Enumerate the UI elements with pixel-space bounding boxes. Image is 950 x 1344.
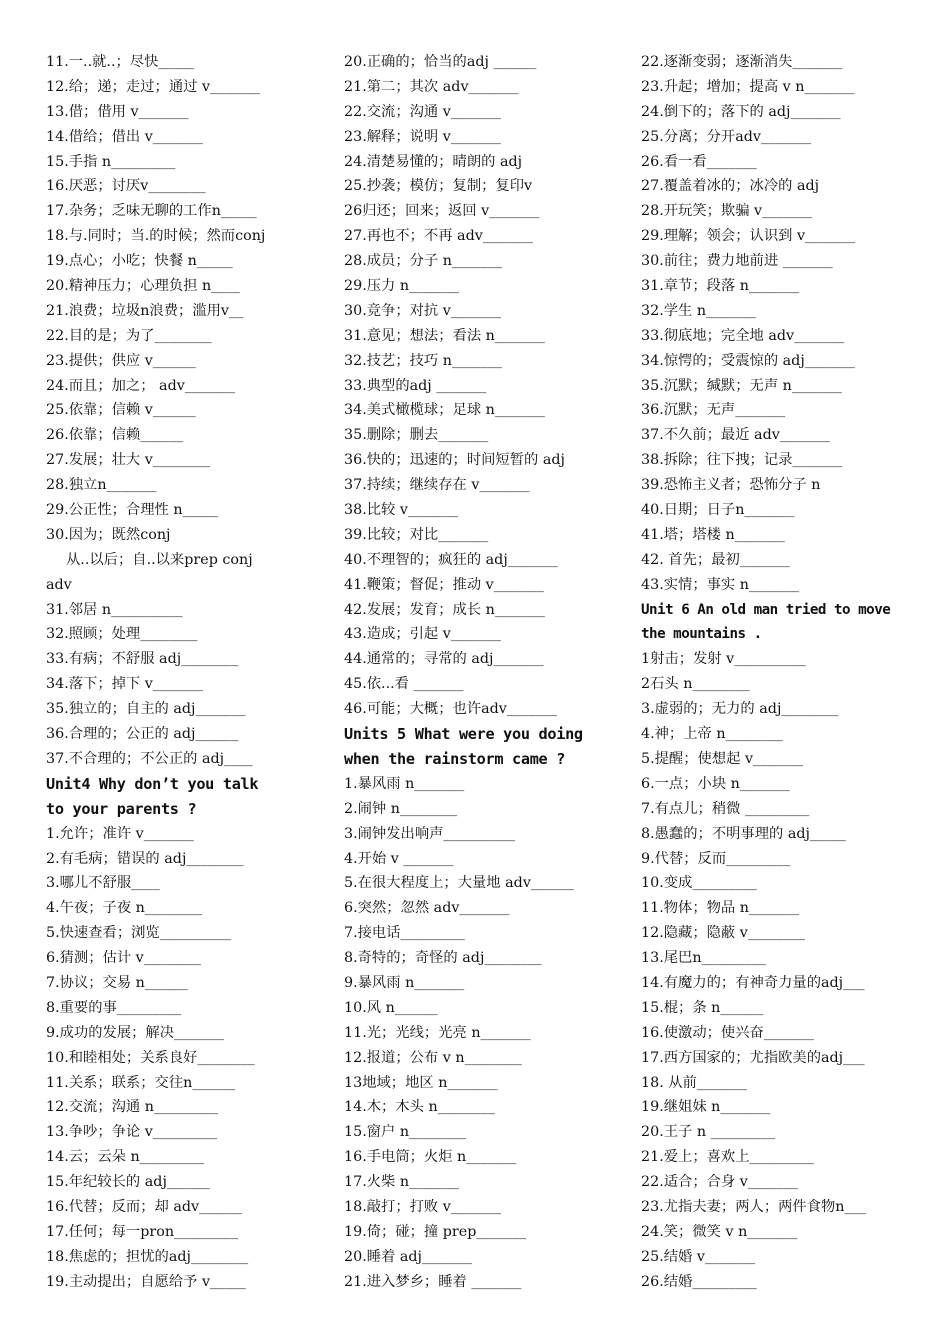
vocab-entry: 16.厌恶；讨厌v________ [46,178,206,195]
vocab-entry: 21.第二；其次 adv_______ [344,78,519,95]
vocab-entry: 29.压力 n_______ [344,278,460,295]
vocab-entry: 2.闹钟 n________ [344,800,458,817]
vocab-entry: 32.照顾；处理________ [46,626,198,643]
vocab-entry: 14.云；云朵 n_________ [46,1149,205,1166]
vocab-entry: 26.结婚_________ [641,1273,757,1290]
vocab-entry: 6.一点；小块 n_______ [641,775,790,792]
vocab-entry: 23.升起；增加；提高 v n_______ [641,78,855,95]
vocab-entry: 20.正确的；恰当的adj ______ [344,54,537,70]
vocab-entry: 21.爱上；喜欢上_________ [641,1149,814,1166]
vocab-entry: 12.给；递；走过；通过 v_______ [46,78,261,95]
vocab-entry: 17.西方国家的；尤指欧美的adj___ [641,1049,865,1066]
vocab-entry: 34.惊愕的；受震惊的 adj_______ [641,352,855,369]
vocab-entry: 33.典型的adj _______ [344,377,487,394]
vocab-entry: 25.依靠；信赖 v______ [46,402,196,419]
vocab-entry: 22.适合；合身 v_______ [641,1174,798,1191]
vocab-entry: 8.奇特的；奇怪的 adj________ [344,950,542,967]
vocab-entry: 12.报道；公布 v n________ [344,1049,522,1066]
vocab-entry: 43.造成；引起 v_______ [344,626,501,643]
vocab-entry: 46.可能；大概；也许adv_______ [344,701,557,718]
vocab-entry: 37.持续；继续存在 v_______ [344,477,530,494]
vocab-entry: 15.棍；条 n______ [641,999,764,1016]
vocab-entry: 31.意见；想法；看法 n_______ [344,327,545,344]
vocab-entry: 38.拆除；往下拽；记录_______ [641,452,843,469]
vocab-entry: 3.闹钟发出响声__________ [344,825,515,842]
vocab-entry: 11.一..就..；尽快_____ [46,54,195,70]
vocab-entry: 44.通常的；寻常的 adj_______ [344,651,544,668]
vocab-entry: 20.精神压力；心理负担 n____ [46,278,240,295]
vocab-entry: 36.沉默；无声_______ [641,402,786,419]
vocab-entry: 16.使激动；使兴奋_______ [641,1024,814,1041]
vocab-entry: 7.协议；交易 n______ [46,974,188,991]
vocab-entry: 45.依...看 _______ [344,676,464,693]
vocab-entry: 14.有魔力的；有神奇力量的adj___ [641,974,865,991]
vocab-entry: 15.年纪较长的 adj______ [46,1174,210,1191]
vocab-entry: 6.突然；忽然 adv_______ [344,900,510,917]
vocab-entry: 23.提供；供应 v______ [46,352,196,369]
vocab-entry: 1.暴风雨 n_______ [344,775,465,792]
unit-heading: Unit 6 An old man tried to move [641,601,891,618]
vocab-entry: 9.暴风雨 n_______ [344,974,465,991]
vocab-entry: 36.快的；迅速的；时间短暂的 adj [344,452,565,469]
vocab-entry: 16.代替；反而；却 adv______ [46,1198,243,1215]
vocab-entry: 32.技艺；技巧 n_______ [344,352,503,369]
vocab-entry: 40.不理智的；疯狂的 adj_______ [344,551,558,568]
vocab-entry: 33.彻底地；完全地 adv_______ [641,327,845,344]
vocab-entry: 12.隐藏；隐蔽 v________ [641,925,806,942]
vocab-entry: 14.木；木头 n________ [344,1099,495,1116]
vocab-entry: 35.删除；删去_______ [344,427,489,444]
vocab-entry: 17.任何；每一pron_________ [46,1223,239,1240]
column-1 [46,50,318,1295]
vocab-entry: 30.前往；费力地前进 _______ [641,253,833,270]
vocab-entry: 19.主动提出；自愿给予 v_____ [46,1273,246,1290]
vocab-entry: 20.睡着 adj_______ [344,1248,473,1265]
vocab-entry: 18.敲打；打败 v_______ [344,1198,501,1215]
unit-heading: Units 5 What were you doing [344,725,583,744]
vocab-entry: 30.竞争；对抗 v_______ [344,302,501,319]
vocab-entry: adv [46,576,72,593]
vocab-entry: 39.比较；对比_______ [344,526,489,543]
vocab-entry: 2.有毛病；错误的 adj________ [46,850,244,867]
vocab-entry: 22.交流；沟通 v_______ [344,103,501,120]
vocab-entry: 11.物体；物品 n_______ [641,900,800,917]
vocab-entry: 38.比较 v_______ [344,502,458,519]
vocab-entry: 4.神；上帝 n________ [641,726,783,743]
vocab-entry: 10.和睦相处；关系良好________ [46,1049,255,1066]
vocab-entry: 20.王子 n _________ [641,1124,775,1141]
vocab-entry: 11.光；光线；光亮 n_______ [344,1024,531,1041]
vocab-entry: 35.沉默；缄默；无声 n_______ [641,377,842,394]
vocab-entry: 19.点心；小吃；快餐 n_____ [46,253,233,270]
vocab-entry: 2石头 n________ [641,676,750,693]
vocab-entry: 15.窗户 n________ [344,1124,467,1141]
column-3 [641,50,913,1295]
vocab-entry: 5.提醒；使想起 v_______ [641,750,804,767]
vocab-entry: 31.章节；段落 n_______ [641,278,800,295]
vocab-entry: 28.成员；分子 n_______ [344,253,503,270]
vocab-entry: 4.午夜；子夜 n________ [46,900,203,917]
vocab-entry: 28.独立n_______ [46,477,157,494]
vocab-entry: 14.借给；借出 v_______ [46,128,203,145]
vocab-entry: 41.鞭策；督促；推动 v_______ [344,576,544,593]
vocab-entry: 18. 从前_______ [641,1074,747,1091]
vocab-entry: 40.日期；日子n_______ [641,502,795,519]
vocab-entry: 5.快速查看；浏览__________ [46,925,232,942]
vocab-entry: 27.再也不；不再 adv_______ [344,228,533,245]
vocab-entry: 21.浪费；垃圾n浪费；滥用v__ [46,302,244,319]
vocab-entry: 37.不久前；最近 adv_______ [641,427,830,444]
vocab-entry: 33.有病；不舒服 adj________ [46,651,239,668]
vocab-entry: 34.美式橄榄球；足球 n_______ [344,402,545,419]
vocab-entry: 24.倒下的；落下的 adj_______ [641,103,841,120]
vocab-entry: 6.猜测；估计 v________ [46,950,201,967]
vocab-entry: 42. 首先；最初_______ [641,551,790,568]
vocab-entry: 9.成功的发展；解决_______ [46,1024,225,1041]
vocab-entry: 36.合理的；公正的 adj______ [46,726,239,743]
vocab-entry: 5.在很大程度上；大量地 adv______ [344,875,574,892]
vocab-entry: 13.借；借用 v_______ [46,103,189,120]
vocab-entry: 18.与.同时；当.的时候；然而conj [46,228,266,245]
vocab-entry: 8.重要的事_________ [46,999,182,1016]
vocab-entry: 4.开始 v _______ [344,850,454,867]
vocab-entry: 22.逐渐变弱；逐渐消失_______ [641,54,843,70]
vocab-entry: 34.落下；掉下 v_______ [46,676,203,693]
vocab-entry: 30.因为；既然conj [46,526,171,543]
vocab-entry: 23.尤指夫妻；两人；两件食物n___ [641,1198,866,1215]
vocab-entry: 19.继姐妹 n_______ [641,1099,771,1116]
vocab-entry: 24.而且；加之； adv_______ [46,377,235,394]
vocab-entry: 8.愚蠢的；不明事理的 adj_____ [641,825,846,842]
vocab-entry: 24.清楚易懂的；晴朗的 adj [344,153,523,170]
unit-heading: when the rainstorm came ? [344,749,566,768]
vocab-entry: 21.进入梦乡；睡着 _______ [344,1273,522,1290]
vocab-entry: 17.火柴 n_______ [344,1174,460,1191]
vocab-entry: 7.有点儿；稍微 _________ [641,800,810,817]
vocab-entry: 13.争吵；争论 v_________ [46,1124,218,1141]
vocab-entry: 37.不合理的；不公正的 adj____ [46,750,253,767]
vocab-entry: 从..以后；自..以来prep conj [66,551,253,568]
vocab-entry: 26.依靠；信赖______ [46,427,184,444]
vocab-entry: 3.哪儿不舒服____ [46,875,160,892]
vocab-entry: 41.塔；塔楼 n_______ [641,526,785,543]
unit-heading: the mountains . [641,626,762,643]
vocab-entry: 17.杂务；乏味无聊的工作n_____ [46,203,257,220]
vocab-entry: 1.允许；准许 v_______ [46,825,194,842]
unit-heading: to your parents ? [46,799,197,818]
vocab-entry: 31.邻居 n__________ [46,601,183,618]
vocab-entry: 27.覆盖着冰的；冰冷的 adj [641,178,820,195]
vocab-entry: 19.倚；碰；撞 prep_______ [344,1223,527,1240]
vocab-entry: 16.手电筒；火炬 n_______ [344,1149,517,1166]
column-2 [344,50,616,1295]
vocab-entry: 29.理解；领会；认识到 v_______ [641,228,856,245]
vocab-entry: 10.变成_________ [641,875,757,892]
vocab-entry: 11.关系；联系；交往n______ [46,1074,236,1091]
vocab-entry: 35.独立的；自主的 adj_______ [46,701,246,718]
vocab-entry: 25.结婚 v_______ [641,1248,755,1265]
vocab-entry: 13.尾巴n_________ [641,950,766,967]
vocab-entry: 7.接电话_________ [344,925,465,942]
vocab-entry: 15.手指 n_________ [46,153,176,170]
vocab-entry: 10.风 n______ [344,999,438,1016]
vocab-entry: 27.发展；壮大 v________ [46,452,211,469]
vocab-entry: 13地域；地区 n_______ [344,1074,498,1091]
vocab-entry: 42.发展；发育；成长 n_______ [344,601,545,618]
vocab-entry: 39.恐怖主义者；恐怖分子 n [641,477,821,494]
vocab-entry: 24.笑；微笑 v n_______ [641,1223,798,1240]
vocab-entry: 23.解释；说明 v_______ [344,128,501,145]
vocab-entry: 9.代替；反而_________ [641,850,791,867]
vocab-entry: 43.实情；事实 n_______ [641,576,800,593]
vocab-entry: 12.交流；沟通 n_________ [46,1099,219,1116]
vocab-entry: 29.公正性；合理性 n_____ [46,502,219,519]
vocab-entry: 18.焦虑的；担忧的adj________ [46,1248,249,1265]
vocab-entry: 28.开玩笑；欺骗 v_______ [641,203,813,220]
unit-heading: Unit4 Why don’t you talk [46,774,259,793]
vocab-entry: 1射击；发射 v__________ [641,651,806,668]
vocab-entry: 3.虚弱的；无力的 adj________ [641,701,839,718]
vocab-entry: 26.看一看_______ [641,153,757,170]
vocab-entry: 25.分离；分开adv_______ [641,128,812,145]
vocab-entry: 26归还；回来；返回 v_______ [344,203,540,220]
vocab-entry: 25.抄袭；模仿；复制；复印v [344,178,533,195]
vocab-entry: 32.学生 n_______ [641,302,757,319]
vocab-entry: 22.目的是；为了________ [46,327,212,344]
